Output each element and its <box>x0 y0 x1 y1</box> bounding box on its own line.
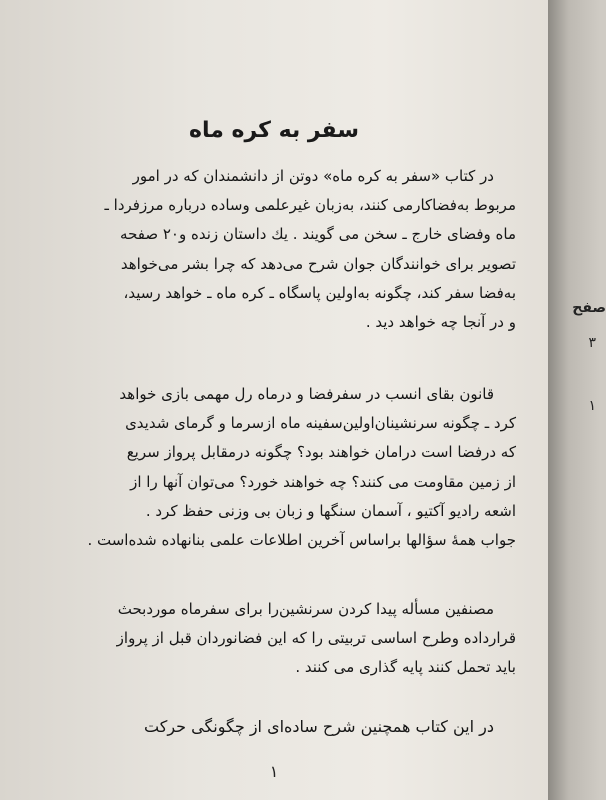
text-line: از زمین مقاومت می کنند؟ چه خواهند خورد؟ می‌توان آنها را از <box>130 472 516 491</box>
text-line: مربوط به‌فضاکارمی کنند، به‌زبان غیرعلمی وساده درباره مرزفردا ـ <box>104 196 516 215</box>
paragraph-4 <box>26 712 516 741</box>
text-line: به‌فضا سفر کند، چگونه به‌اولین پاسگاه ـ کره ماه ـ خواهد رسید، <box>123 283 516 302</box>
text-line: قانون بقای انسب در سفرفضا و درماه رل مهمی بازی خواهد <box>119 385 494 403</box>
text-line: تصویر برای خوانندگان جوان شرح می‌دهد که چرا بشر می‌خواهد <box>120 254 516 273</box>
neighbor-page-fragment: صفح <box>572 300 606 316</box>
text-line: مصنفین مسأله پیدا کردن سرنشین‌را برای سفرماه مورد‌بحث <box>117 600 494 618</box>
text-line: ماه وفضای خارج ـ سخن می گویند . یك داستان زنده و۲۰ صفحه <box>120 225 516 244</box>
text-line: جواب همهٔ سؤالها براساس آخرین اطلاعات علمی بنانهاده شده‌است . <box>87 530 516 549</box>
paragraph-2 <box>26 380 516 555</box>
neighbor-page-edge <box>548 0 606 800</box>
text-line: در این کتاب همچنین شرح ساده‌ای از چگونگی حرکت <box>143 717 494 736</box>
paragraph-3 <box>26 595 516 683</box>
neighbor-page-fragment: ۳ <box>588 335 596 351</box>
neighbor-page-fragment: ۱ <box>588 398 596 414</box>
paragraph-1 <box>26 162 516 337</box>
text-line: و در آنجا چه خواهد دید . <box>365 312 516 331</box>
text-line: قرارداده وطرح اساسی تربیتی را که این فضانوردان قبل از پرواز <box>116 629 516 648</box>
text-line: که درفضا است درامان خواهند بود؟ چگونه درمقابل پرواز سریع <box>126 443 516 462</box>
text-line: اشعه رادیو آکتیو ، آسمان سنگها و زبان بی وزنی حفظ کرد . <box>145 501 516 520</box>
text-line: باید تحمل کنند پایه گذاری می کنند . <box>295 658 516 677</box>
text-line: کرد ـ چگونه سرنشینان‌اولین‌سفینه ماه ازسرما و گرمای شدیدی <box>125 414 516 433</box>
page-title: سفر به کره ماه <box>188 118 360 143</box>
page-number: ۱ <box>269 762 279 781</box>
text-line: در کتاب «سفر به کره ماه» دوتن از دانشمندان که در امور <box>132 167 494 185</box>
